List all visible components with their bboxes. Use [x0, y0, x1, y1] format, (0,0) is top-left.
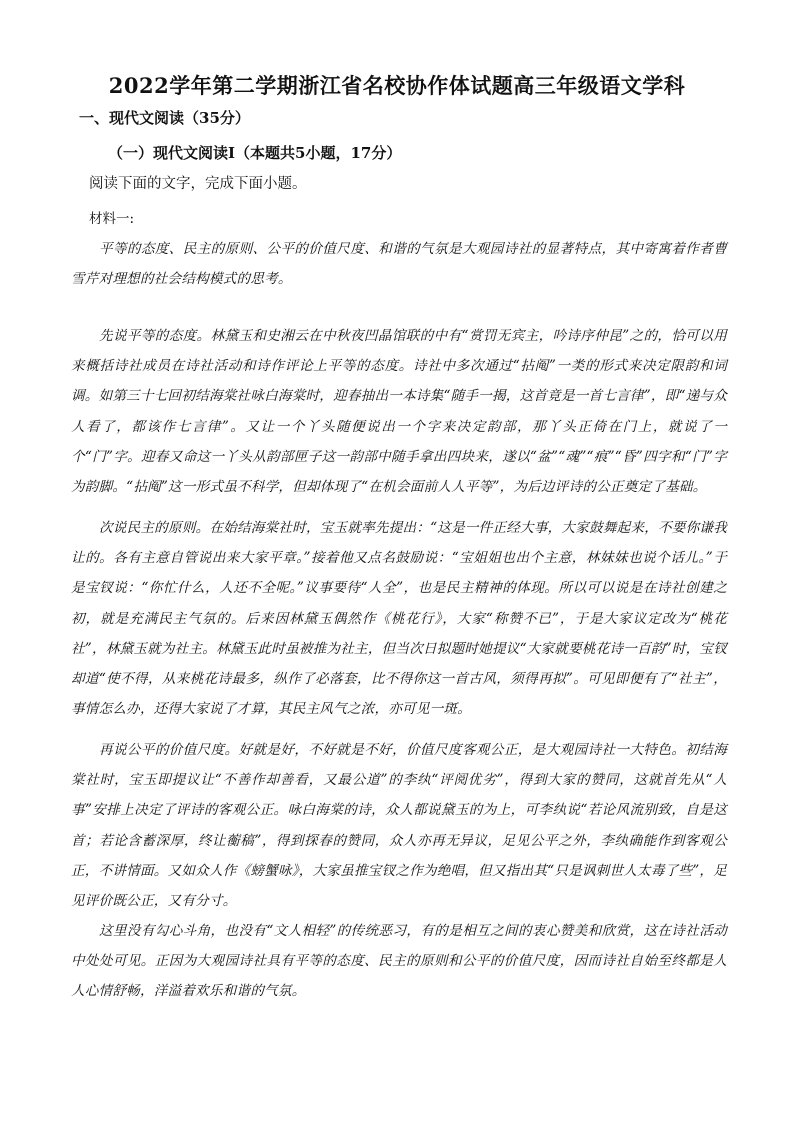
- paragraph: 这里没有勾心斗角，也没有“文人相轻”的传统恶习，有的是相互之间的衷心赞美和欣赏，这在诗社活动中处处可见。正因为大观园诗社具有平等的态度、民主的原则和公平的价值尺度，因而诗社自始至终都是人人心情舒畅，洋溢着欢乐和谐的气氛。: [71, 923, 727, 1000]
- subsection-heading: （一）现代文阅读Ⅰ（本题共5小题，17分）: [108, 144, 402, 162]
- section-heading: 一、现代文阅读（35分）: [79, 109, 250, 127]
- paragraph: 先说平等的态度。林黛玉和史湘云在中秋夜凹晶馆联的中有“赏罚无宾主，吟诗序仲昆”之的，恰可以用来概括诗社成员在诗社活动和诗作评论上平等的态度。诗社中多次通过“拈阄”一类的形式来决定限韵和词调。如第三十七回初结海棠社咏白海棠时，迎春抽出一本诗集“随手一揭，这首竟是一首七言律”，即“递与众人看了，都该作七言律”。又让一个丫头随便说出一个字来决定韵部，那丫头正倚在门上，就说了一个“门”字。迎春又命这一丫头从韵部匣子这一韵部中随手拿出四块来，遂以“盆”“魂”“痕”“昏”四字和“门”字为韵脚。“拈阄”这一形式虽不科学，但却体现了“在机会面前人人平等”，为后边评诗的公正奠定了基础。: [71, 328, 727, 496]
- document-title: 2022学年第二学期浙江省名校协作体试题高三年级语文学科: [108, 73, 686, 98]
- paragraph: 再说公平的价值尺度。好就是好，不好就是不好，价值尺度客观公正，是大观园诗社一大特色。初结海棠社时，宝玉即提议让“不善作却善看，又最公道”的李纨“评阅优劣”，得到大家的赞同，这就首先从“人事”安排上决定了评诗的客观公正。咏白海棠的诗，众人都说黛玉的为上，可李纨说“若论风流别致，自是这首；若论含蓄深厚，终让蘅稿”，得到探春的赞同，众人亦再无异议，足见公平之外，李纨确能作到客观公正，不讲情面。又如众人作《螃蟹咏》，大家虽推宝钗之作为绝唱，但又指出其“只是讽刺世人太毒了些”，足见评价既公正，又有分寸。: [71, 742, 727, 910]
- paragraph: 次说民主的原则。在始结海棠社时，宝玉就率先提出：“这是一件正经大事，大家鼓舞起来，不要你谦我让的。各有主意自管说出来大家平章。”接着他又点名鼓励说：“宝姐姐也出个主意，林妹妹也说个话儿。”于是宝钗说：“你忙什么，人还不全呢。”议事要待“人全”，也是民主精神的体现。所以可以说是在诗社创建之初，就是充满民主气氛的。后来因林黛玉偶然作《桃花行》，大家“称赞不已”，于是大家议定改为“桃花社”，林黛玉就为社主。林黛玉此时虽被推为社主，但当次日拟题时她提议“大家就要桃花诗一百韵”时，宝钗却道“使不得，从来桃花诗最多，纵作了必落套，比不得你这一首古风，须得再拟”。可见即便有了“社主”，事情怎么办，还得大家说了才算，其民主风气之浓，亦可见一斑。: [71, 520, 727, 718]
- material-label: 材料一:: [89, 211, 135, 227]
- paragraph: 平等的态度、民主的原则、公平的价值尺度、和谐的气氛是大观园诗社的显著特点，其中寄寓着作者曹雪芹对理想的社会结构模式的思考。: [71, 241, 727, 288]
- reading-instruction: 阅读下面的文字，完成下面小题。: [89, 176, 307, 192]
